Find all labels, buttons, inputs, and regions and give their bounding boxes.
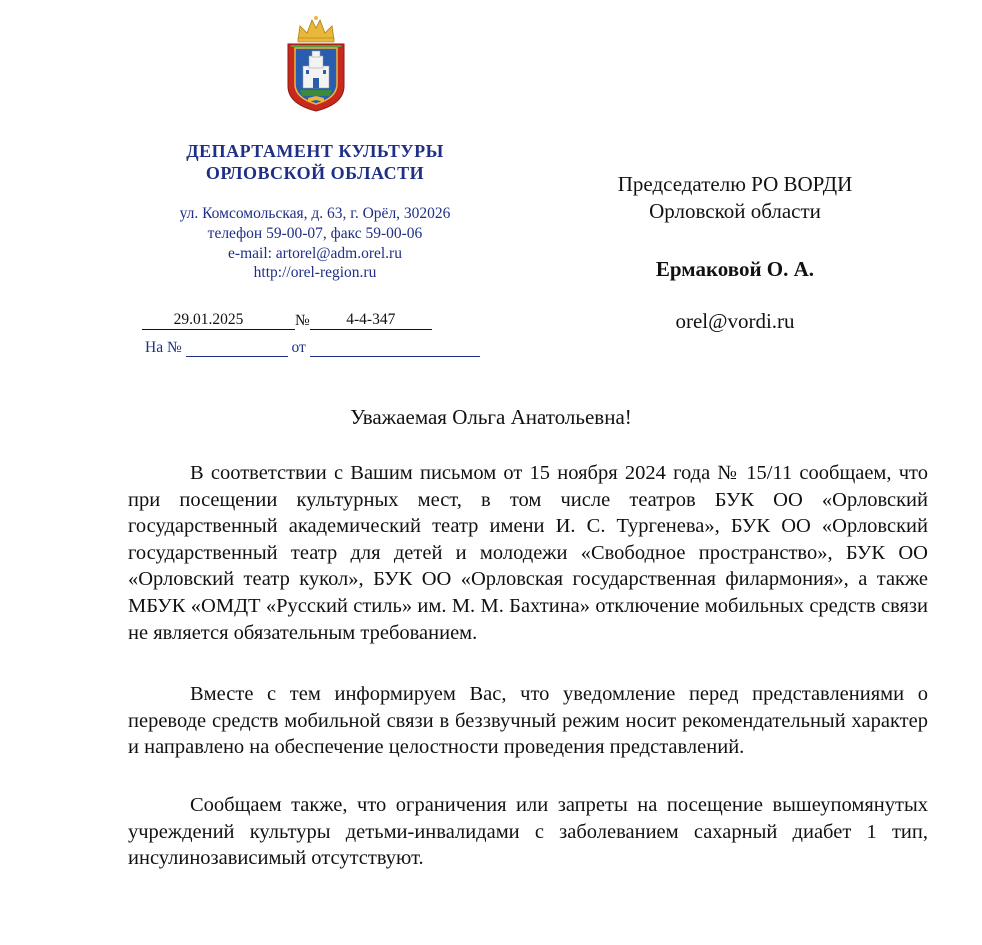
registration-line — [142, 311, 432, 330]
body-paragraph-1: В соответствии с Вашим письмом от 15 ноября 2024 года № 15/11 сообщаем, что при посещении культурных мест, в том числе театров БУК ОО «Орловский государственный академический театр имени И. С. Тургенева», БУК ОО «Орловский государственный театр для детей и молодежи «Свободное пространство», БУК ОО «Орловский театр кукол», БУК ОО «Орловская государственная филармония», а также МБУК «ОМДТ «Русский стиль» им. М. М. Бахтина» отключение мобильных средств связи не является обязательным требованием. — [128, 462, 928, 644]
reply-reference-line — [145, 339, 495, 357]
reply-from-label: от — [291, 339, 306, 356]
reply-number-label: На № — [145, 339, 182, 356]
registration-number-label: № — [295, 312, 310, 329]
recipient-email[interactable]: orel@vordi.ru — [675, 309, 795, 333]
registration-number: 4-4-347 — [310, 311, 432, 330]
body-paragraph-3: Сообщаем также, что ограничения или запреты на посещение вышеупомянутых учреждений культуры детьми-инвалидами с заболеванием сахарный диабет 1 тип, инсулинозависимый отсутствуют. — [128, 794, 928, 870]
reply-number-blank — [186, 340, 288, 357]
department-name-line2: ОРЛОВСКОЙ ОБЛАСТИ — [205, 163, 425, 183]
department-email[interactable]: e-mail: artorel@adm.orel.ru — [228, 245, 402, 262]
body-paragraph-2: Вместе с тем информируем Вас, что уведомление перед представлениями о переводе средств мобильной связи в беззвучный режим носит рекомендательный характер и направлено на обеспечение целостности проведения представлений. — [128, 683, 928, 759]
coat-of-arms-icon — [276, 14, 356, 114]
department-address: ул. Комсомольская, д. 63, г. Орёл, 302026 — [179, 205, 451, 222]
recipient-region: Орловской области — [649, 199, 821, 223]
department-name-line1: ДЕПАРТАМЕНТ КУЛЬТУРЫ — [186, 141, 444, 161]
department-phone: телефон 59-00-07, факс 59-00-06 — [207, 225, 423, 242]
registration-date: 29.01.2025 — [142, 311, 275, 330]
reply-date-blank — [310, 340, 480, 357]
recipient-name: Ермаковой О. А. — [655, 257, 815, 281]
recipient-title: Председателю РО ВОРДИ — [617, 172, 853, 196]
department-website[interactable]: http://orel-region.ru — [253, 264, 377, 281]
salutation: Уважаемая Ольга Анатольевна! — [350, 405, 632, 429]
